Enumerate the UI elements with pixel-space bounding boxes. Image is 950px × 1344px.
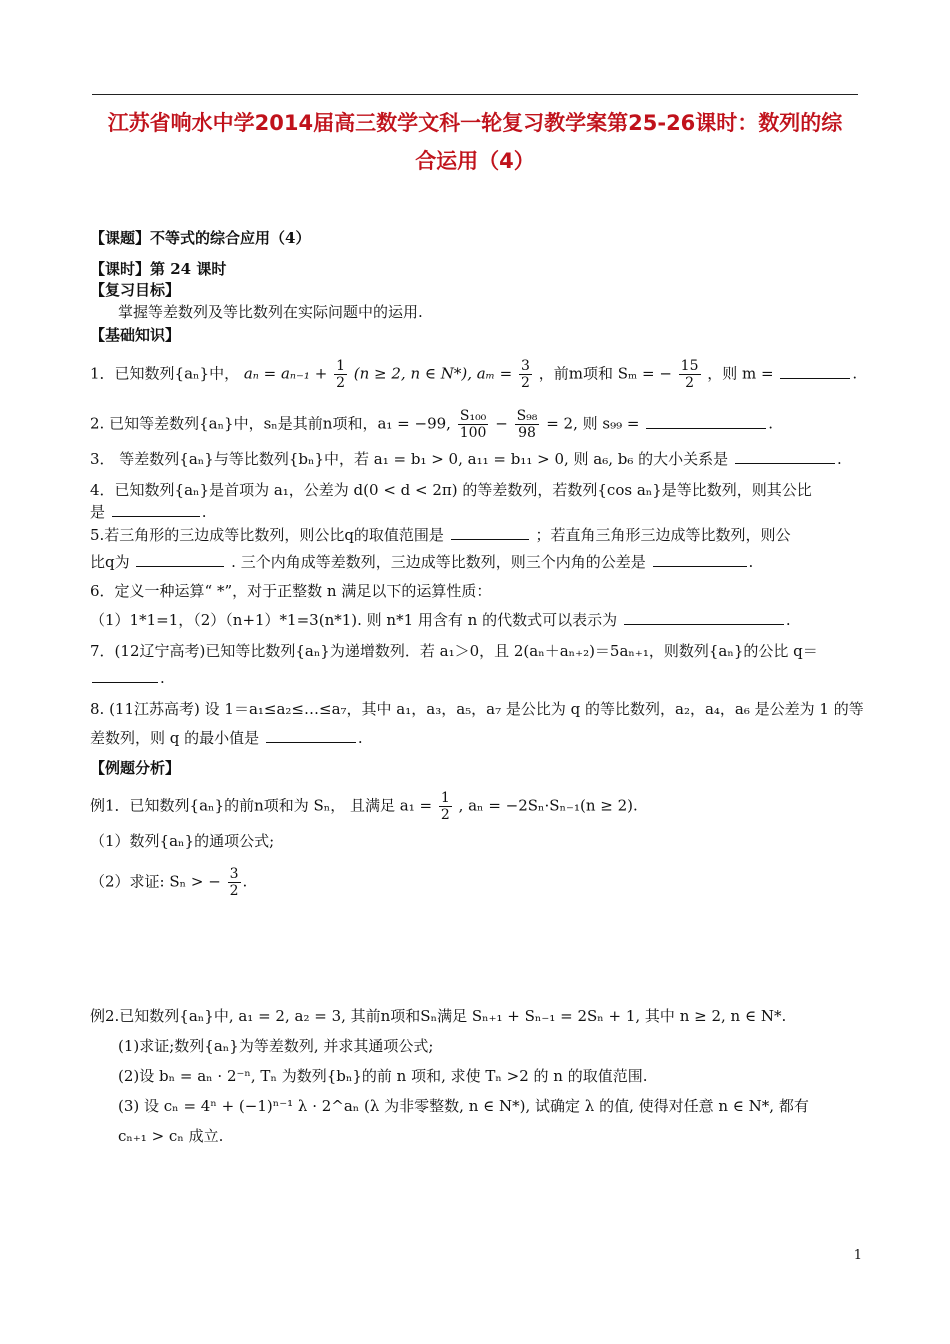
question-8	[90, 699, 864, 719]
example-2-part-3-cont: cₙ₊₁ > cₙ 成立.	[118, 1127, 224, 1145]
e1-fraction-half: $\frac{1}{2}$	[440, 790, 450, 823]
question-6-cont: （1）1*1=1，（2）（n+1）*1=3(n*1). 则 n*1 用含有 n 的代数式可以表示为 .	[90, 611, 791, 629]
q5-answer-blank-3[interactable]	[653, 552, 747, 567]
basics-heading: 【基础知识】	[90, 326, 181, 344]
question-4	[90, 480, 812, 500]
question-4-cont: 是 .	[90, 503, 207, 521]
q1-part-b: aₙ = aₙ₋₁ +	[243, 364, 328, 383]
q6-part-a: 6．定义一种运算“ *”，对于正整数 n 满足以下的运算性质：	[90, 582, 492, 600]
q3-text: 3． 等差数列{aₙ}与等比数列{bₙ}中，若 a₁ = b₁ > 0, a₁₁ = b₁₁ > 0, 则 a₆, b₆ 的大小关系是	[90, 450, 729, 468]
question-2: 2. 已知等差数列{aₙ}中，sₙ是其前n项和，a₁ = −99, $\frac{\text{S₁₀₀}}{100}$ − $\frac{\text{S₉₈}}{98}$ = 2, 则 s₉₉ = .	[90, 408, 774, 441]
q1-part-d: ，前m项和 Sₘ = −	[538, 364, 672, 383]
q1-part-a: 1．已知数列{aₙ}中，	[90, 364, 240, 383]
example-1-part-2: （2）求证: Sₙ > − $\frac{3}{2}$ .	[90, 866, 248, 899]
document-title-line2: 合运用（4）	[415, 149, 535, 173]
q6-part-b: （1）1*1=1，（2）（n+1）*1=3(n*1). 则 n*1 用含有 n 的代数式可以表示为	[90, 611, 618, 629]
example-1-part-1: （1）数列{aₙ}的通项公式;	[90, 832, 275, 850]
q7-answer-blank[interactable]	[92, 668, 158, 683]
q2-part-a: 2. 已知等差数列{aₙ}中，sₙ是其前n项和，a₁ = −99,	[90, 414, 451, 433]
q8-text-cont: 差数列，则 q 的最小值是	[90, 729, 260, 747]
goal-text: 掌握等差数列及等比数列在实际问题中的运用.	[118, 303, 423, 321]
q5-answer-blank-2[interactable]	[136, 552, 224, 567]
question-5	[90, 525, 791, 545]
q1-fraction-half: $\frac{1}{2}$	[336, 358, 345, 391]
q3-answer-blank[interactable]	[735, 449, 835, 464]
example-1	[90, 790, 638, 823]
q7-text: 7．(12辽宁高考)已知等比数列{aₙ}为递增数列．若 a₁＞0，且 2(aₙ＋aₙ₊₂)＝5aₙ₊₁，则数列{aₙ}的公比 q＝	[90, 642, 818, 660]
question-7-cont: .	[90, 668, 165, 688]
q2-answer-blank[interactable]	[646, 414, 766, 429]
q5-part-b: ；若直角三角形三边成等比数列，则公	[535, 526, 791, 544]
q5-part-a: 5.若三角形的三边成等比数列，则公比q的取值范围是	[90, 526, 444, 544]
page-number: 1	[853, 1248, 862, 1263]
header-rule	[92, 94, 858, 95]
q5-part-d: . 三个内角成等差数列，三边成等比数列，则三个内角的公差是	[231, 553, 646, 571]
topic-line: 【课题】不等式的综合应用（4）	[90, 229, 311, 247]
example-2-part-3: (3) 设 cₙ = 4ⁿ + (−1)ⁿ⁻¹ λ · 2^aₙ (λ 为非零整数, n ∈ N*), 试确定 λ 的值, 使得对任意 n ∈ N*, 都有	[118, 1097, 809, 1115]
q1-part-c: (n ≥ 2, n ∈ N*), aₘ =	[353, 364, 513, 383]
question-1: 1．已知数列{aₙ}中， aₙ = aₙ₋₁ + $\frac{1}{2}$ (n ≥ 2, n ∈ N*), aₘ = $\frac{3}{2}$ ，前m项和 Sₘ = − $\frac{15}{2}$ ，则 m = .	[90, 358, 858, 391]
question-3: 3． 等差数列{aₙ}与等比数列{bₙ}中，若 a₁ = b₁ > 0, a₁₁ = b₁₁ > 0, 则 a₆, b₆ 的大小关系是 .	[90, 450, 842, 468]
e1-part-2-text: （2）求证: Sₙ > −	[90, 872, 221, 891]
q2-part-c: = 2, 则 s₉₉ =	[546, 414, 640, 433]
q2-fraction-s100: $\frac{\text{S₁₀₀}}{100}$	[459, 408, 487, 441]
example-2-part-2: (2)设 bₙ = aₙ · 2⁻ⁿ, Tₙ 为数列{bₙ}的前 n 项和, 求使 Tₙ >2 的 n 的取值范围.	[118, 1067, 648, 1085]
q1-part-e: ，则 m =	[707, 364, 774, 383]
q6-answer-blank[interactable]	[624, 610, 784, 625]
e1-part-a: 例1．已知数列{aₙ}的前n项和为 Sₙ， 且满足 a₁ =	[90, 796, 433, 815]
q1-fraction-fifteen-half: $\frac{15}{2}$	[680, 358, 699, 391]
q5-answer-blank-1[interactable]	[451, 525, 529, 540]
q4-text: 4．已知数列{aₙ}是首项为 a₁，公差为 d(0 < d < 2π) 的等差数列，若数列{cos aₙ}是等比数列，则其公比	[90, 481, 812, 499]
question-6	[90, 581, 491, 601]
q8-answer-blank[interactable]	[266, 728, 356, 743]
example-2-part-1: (1)求证;数列{aₙ}为等差数列, 并求其通项公式;	[118, 1037, 434, 1055]
document-title-line1: 江苏省响水中学2014届高三数学文科一轮复习教学案第25-26课时：数列的综	[107, 111, 843, 135]
question-5-cont: 比q为 . 三个内角成等差数列，三边成等比数列，则三个内角的公差是 .	[90, 553, 754, 571]
q2-part-b: −	[495, 414, 508, 433]
q4-text-cont: 是	[90, 503, 106, 521]
examples-heading: 【例题分析】	[90, 759, 181, 777]
q4-answer-blank[interactable]	[112, 502, 200, 517]
q1-fraction-three-half: $\frac{3}{2}$	[521, 358, 530, 391]
q2-fraction-s98: $\frac{\text{S₉₈}}{98}$	[516, 408, 538, 441]
question-7	[90, 641, 818, 661]
e1-part-b: , aₙ = −2Sₙ·Sₙ₋₁(n ≥ 2).	[458, 796, 638, 815]
example-2: 例2.已知数列{aₙ}中, a₁ = 2, a₂ = 3, 其前n项和Sₙ满足 Sₙ₊₁ + Sₙ₋₁ = 2Sₙ + 1, 其中 n ≥ 2, n ∈ N*.	[90, 1007, 787, 1025]
q5-part-c: 比q为	[90, 553, 130, 571]
lesson-line: 【课时】第 24 课时	[90, 260, 227, 278]
q1-answer-blank[interactable]	[780, 364, 850, 379]
e1-fraction-three-half: $\frac{3}{2}$	[229, 866, 239, 899]
question-8-cont: 差数列，则 q 的最小值是 .	[90, 729, 363, 747]
goal-heading: 【复习目标】	[90, 281, 181, 299]
q8-text: 8. (11江苏高考) 设 1＝a₁≤a₂≤…≤a₇，其中 a₁，a₃，a₅，a₇ 是公比为 q 的等比数列，a₂，a₄，a₆ 是公差为 1 的等	[90, 700, 864, 718]
